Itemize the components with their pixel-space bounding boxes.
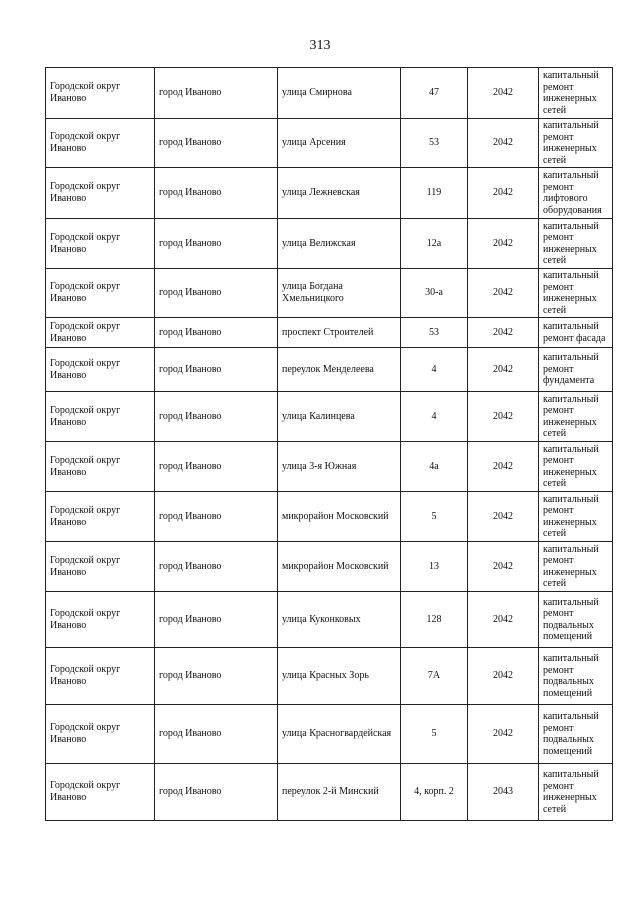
year-cell: 2042 <box>468 442 539 492</box>
table-row <box>46 592 613 648</box>
table-row <box>46 269 613 318</box>
street-cell: переулок 2-й Минский <box>278 764 401 821</box>
okrug-cell: Городской округ Иваново <box>46 542 155 592</box>
house-number-cell: 5 <box>401 705 468 764</box>
work-type-cell: капитальный ремонт инженерных сетей <box>539 442 613 492</box>
table-row <box>46 318 613 348</box>
city-cell: город Иваново <box>155 648 278 705</box>
street-cell: улица Лежневская <box>278 168 401 219</box>
house-number-cell: 30-а <box>401 269 468 318</box>
street-cell: улица Смирнова <box>278 68 401 119</box>
city-cell: город Иваново <box>155 318 278 348</box>
okrug-cell: Городской округ Иваново <box>46 705 155 764</box>
table-row <box>46 348 613 392</box>
house-number-cell: 47 <box>401 68 468 119</box>
work-type-cell: капитальный ремонт инженерных сетей <box>539 764 613 821</box>
okrug-cell: Городской округ Иваново <box>46 492 155 542</box>
year-cell: 2042 <box>468 705 539 764</box>
year-cell: 2042 <box>468 219 539 269</box>
street-cell: улица Богдана Хмельницкого <box>278 269 401 318</box>
year-cell: 2042 <box>468 542 539 592</box>
okrug-cell: Городской округ Иваново <box>46 392 155 442</box>
work-type-cell: капитальный ремонт инженерных сетей <box>539 68 613 119</box>
street-cell: улица Арсения <box>278 119 401 168</box>
year-cell: 2042 <box>468 68 539 119</box>
okrug-cell: Городской округ Иваново <box>46 318 155 348</box>
house-number-cell: 119 <box>401 168 468 219</box>
year-cell: 2042 <box>468 648 539 705</box>
city-cell: город Иваново <box>155 542 278 592</box>
house-number-cell: 12а <box>401 219 468 269</box>
work-type-cell: капитальный ремонт инженерных сетей <box>539 269 613 318</box>
okrug-cell: Городской округ Иваново <box>46 348 155 392</box>
street-cell: микрорайон Московский <box>278 492 401 542</box>
work-type-cell: капитальный ремонт фасада <box>539 318 613 348</box>
year-cell: 2042 <box>468 592 539 648</box>
year-cell: 2042 <box>468 392 539 442</box>
table-row <box>46 705 613 764</box>
work-type-cell: капитальный ремонт инженерных сетей <box>539 392 613 442</box>
street-cell: улица Красных Зорь <box>278 648 401 705</box>
work-type-cell: капитальный ремонт лифтового оборудования <box>539 168 613 219</box>
house-number-cell: 7А <box>401 648 468 705</box>
house-number-cell: 4а <box>401 442 468 492</box>
house-number-cell: 4 <box>401 392 468 442</box>
city-cell: город Иваново <box>155 269 278 318</box>
house-number-cell: 4, корп. 2 <box>401 764 468 821</box>
table-row <box>46 392 613 442</box>
street-cell: переулок Менделеева <box>278 348 401 392</box>
okrug-cell: Городской округ Иваново <box>46 648 155 705</box>
street-cell: проспект Строителей <box>278 318 401 348</box>
city-cell: город Иваново <box>155 68 278 119</box>
okrug-cell: Городской округ Иваново <box>46 168 155 219</box>
okrug-cell: Городской округ Иваново <box>46 219 155 269</box>
city-cell: город Иваново <box>155 492 278 542</box>
work-type-cell: капитальный ремонт инженерных сетей <box>539 542 613 592</box>
table-row <box>46 764 613 821</box>
okrug-cell: Городской округ Иваново <box>46 592 155 648</box>
table-row <box>46 492 613 542</box>
work-type-cell: капитальный ремонт инженерных сетей <box>539 492 613 542</box>
house-number-cell: 53 <box>401 119 468 168</box>
table-row <box>46 168 613 219</box>
street-cell: улица Калинцева <box>278 392 401 442</box>
okrug-cell: Городской округ Иваново <box>46 764 155 821</box>
street-cell: улица Куконковых <box>278 592 401 648</box>
house-number-cell: 4 <box>401 348 468 392</box>
okrug-cell: Городской округ Иваново <box>46 442 155 492</box>
table-row <box>46 542 613 592</box>
house-number-cell: 128 <box>401 592 468 648</box>
table-row <box>46 648 613 705</box>
table-row <box>46 219 613 269</box>
year-cell: 2042 <box>468 492 539 542</box>
city-cell: город Иваново <box>155 219 278 269</box>
table-row <box>46 68 613 119</box>
year-cell: 2042 <box>468 269 539 318</box>
city-cell: город Иваново <box>155 119 278 168</box>
city-cell: город Иваново <box>155 348 278 392</box>
table-row <box>46 442 613 492</box>
street-cell: микрорайон Московский <box>278 542 401 592</box>
house-number-cell: 53 <box>401 318 468 348</box>
year-cell: 2042 <box>468 318 539 348</box>
city-cell: город Иваново <box>155 392 278 442</box>
city-cell: город Иваново <box>155 705 278 764</box>
table-body <box>46 68 613 821</box>
okrug-cell: Городской округ Иваново <box>46 119 155 168</box>
street-cell: улица Красногвардейская <box>278 705 401 764</box>
repair-schedule-table <box>45 67 613 821</box>
city-cell: город Иваново <box>155 168 278 219</box>
okrug-cell: Городской округ Иваново <box>46 68 155 119</box>
year-cell: 2043 <box>468 764 539 821</box>
street-cell: улица 3-я Южная <box>278 442 401 492</box>
street-cell: улица Велижская <box>278 219 401 269</box>
house-number-cell: 13 <box>401 542 468 592</box>
year-cell: 2042 <box>468 168 539 219</box>
work-type-cell: капитальный ремонт инженерных сетей <box>539 219 613 269</box>
work-type-cell: капитальный ремонт подвальных помещений <box>539 705 613 764</box>
work-type-cell: капитальный ремонт подвальных помещений <box>539 648 613 705</box>
city-cell: город Иваново <box>155 764 278 821</box>
year-cell: 2042 <box>468 119 539 168</box>
work-type-cell: капитальный ремонт фундамента <box>539 348 613 392</box>
year-cell: 2042 <box>468 348 539 392</box>
city-cell: город Иваново <box>155 442 278 492</box>
work-type-cell: капитальный ремонт инженерных сетей <box>539 119 613 168</box>
page-number: 313 <box>309 38 331 53</box>
work-type-cell: капитальный ремонт подвальных помещений <box>539 592 613 648</box>
city-cell: город Иваново <box>155 592 278 648</box>
house-number-cell: 5 <box>401 492 468 542</box>
table-row <box>46 119 613 168</box>
okrug-cell: Городской округ Иваново <box>46 269 155 318</box>
